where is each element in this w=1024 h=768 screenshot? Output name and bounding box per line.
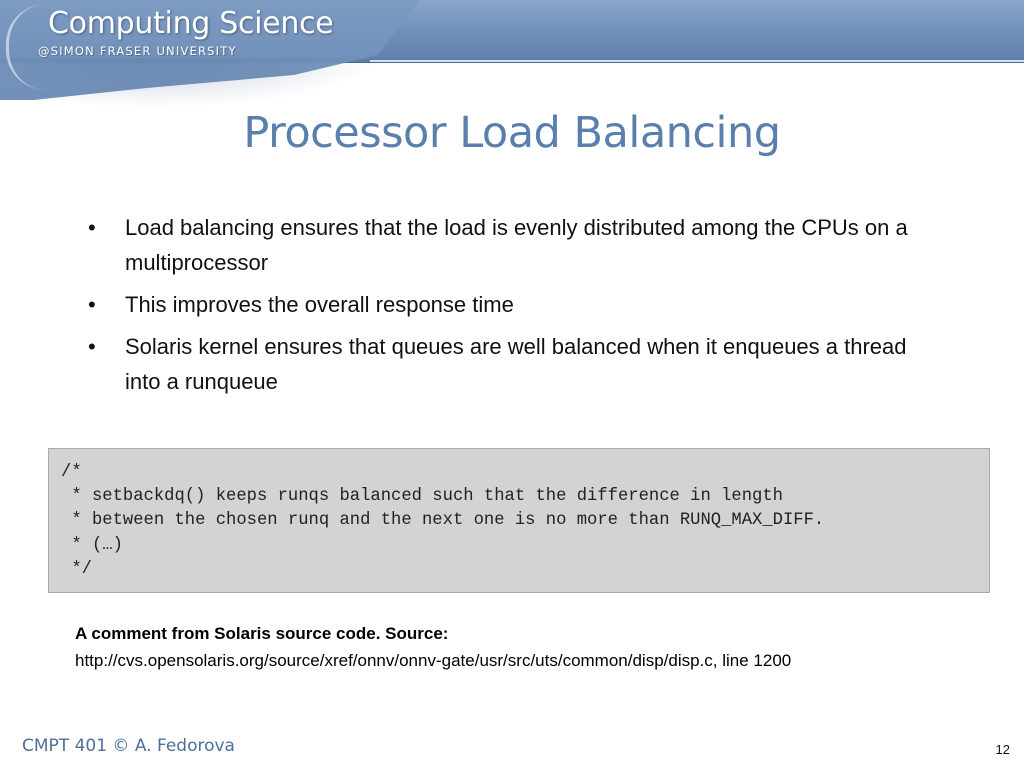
bullet-list [82,210,942,406]
code-line: * (…) [61,535,123,555]
bullet-item [82,329,942,399]
bullet-marker: • [88,292,96,317]
header-divider [370,60,1024,62]
code-block [48,448,990,593]
bullet-item [82,287,942,322]
caption-source-link: http://cvs.opensolaris.org/source/xref/onnv/onnv-gate/usr/src/uts/common/disp/disp.c, line 1200 [75,651,792,670]
code-line: */ [61,559,92,579]
slide-title: Processor Load Balancing [243,108,781,158]
code-line: * between the chosen runq and the next one is no more than RUNQ_MAX_DIFF. [61,511,825,531]
caption-heading: A comment from Solaris source code. Source: [75,624,449,643]
code-line: /* [61,463,82,482]
brand-subtitle: @SIMON FRASER UNIVERSITY [38,44,237,58]
page-number: 12 [995,742,1010,757]
bullet-marker: • [88,334,96,359]
bullet-marker: • [88,215,96,240]
header-swoosh-shadow [0,58,380,108]
bullet-text: This improves the overall response time [125,292,514,317]
code-line: * setbackdq() keeps runqs balanced such that the difference in length [61,487,783,507]
bullet-text: Solaris kernel ensures that queues are well balanced when it enqueues a thread into a runqueue [125,334,907,394]
footer-course: CMPT 401 © A. Fedorova [22,736,235,756]
bullet-item [82,210,942,280]
source-caption [75,620,955,674]
bullet-text: Load balancing ensures that the load is evenly distributed among the CPUs on a multiprocessor [125,215,908,275]
brand-title: Computing Science [48,6,334,41]
